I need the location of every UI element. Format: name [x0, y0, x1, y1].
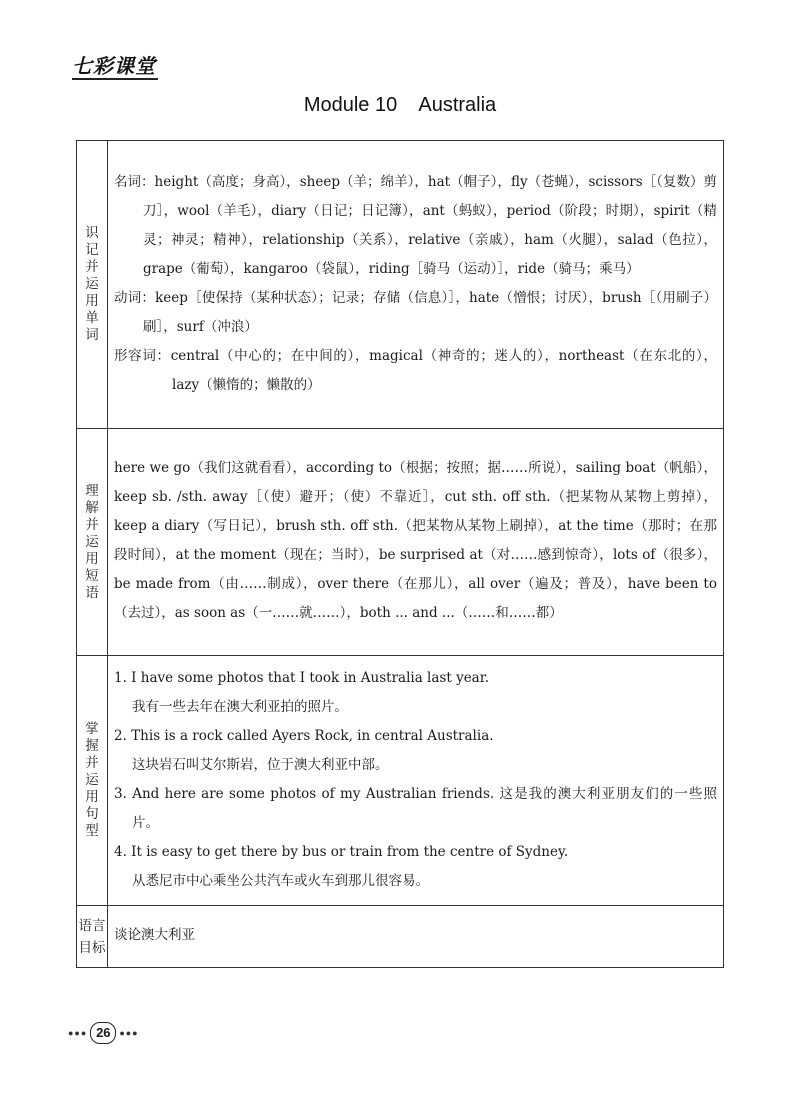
left-dots-decoration: ●●● — [68, 1028, 88, 1038]
right-dots-decoration: ●●● — [119, 1028, 139, 1038]
phrases-text: here we go（我们这就看看），according to（根据；按照；据……所说），sailing boat（帆船），keep sb. /sth. away［（使）避开；（使）不靠近］，cut sth. off sth.（把某物从某物上剪掉），keep a diary（写日记），brush sth. off sth.（把某物从某物上刷掉），at the time（那时；在那段时间），at the moment（现在；当时），be surprised at（对……感到惊奇），lots of（很多），be made from（由……制成），over there（在那儿），all over（遍及；普及），have been to（去过），as soon as（一……就……），both ... and ...（……和……都） — [114, 460, 717, 621]
vocab-content-cell — [108, 141, 724, 429]
brand-logo: 七彩课堂 — [72, 54, 156, 78]
goal-content-cell — [108, 906, 724, 968]
sentences-row — [77, 656, 724, 906]
goal-label: 语言目标 — [78, 917, 106, 956]
vocab-row — [77, 141, 724, 429]
sentence-4-cn: 从悉尼市中心乘坐公共汽车或火车到那儿很容易。 — [132, 872, 429, 889]
sentence-4-en: 4. It is easy to get there by bus or train from the centre of Sydney. — [114, 843, 569, 860]
vocab-adjectives: 形容词：central（中心的；在中间的），magical（神奇的；迷人的），northeast（在东北的），lazy（懒惰的；懒散的） — [114, 347, 717, 393]
phrases-label-cell — [77, 429, 108, 656]
vocab-label-cell — [77, 141, 108, 429]
goal-text: 谈论澳大利亚 — [114, 927, 195, 943]
sentence-1-en: 1. I have some photos that I took in Australia last year. — [114, 669, 489, 686]
page-number: 26 — [90, 1022, 116, 1044]
sentences-content-cell — [108, 656, 724, 906]
vocab-label: 识记并运用单词 — [85, 225, 99, 343]
sentence-3-en: 3. And here are some photos of my Australian friends. 这是我的澳大利亚朋友们的一些照片。 — [114, 785, 717, 831]
goal-row — [77, 906, 724, 968]
page-number-badge — [68, 1022, 139, 1044]
phrases-row — [77, 429, 724, 656]
goal-label-cell — [77, 906, 108, 968]
phrases-label: 理解并运用短语 — [85, 482, 99, 601]
sentences-label: 掌握并运用句型 — [85, 721, 99, 839]
page-title: Module 10 Australia — [303, 94, 497, 116]
sentence-2-cn: 这块岩石叫艾尔斯岩，位于澳大利亚中部。 — [132, 756, 389, 773]
sentence-2-en: 2. This is a rock called Ayers Rock, in central Australia. — [114, 727, 494, 744]
brand-underline — [72, 78, 158, 80]
module-summary-table — [76, 140, 724, 968]
sentences-label-cell — [77, 656, 108, 906]
vocab-nouns: 名词：height（高度；身高），sheep（羊；绵羊），hat（帽子），fly（苍蝇），scissors［（复数）剪刀］，wool（羊毛），diary（日记；日记簿），ant（蚂蚁），period（阶段；时期），spirit（精灵；神灵；精神），relationship（关系），relative（亲戚），ham（火腿），salad（色拉），grape（葡萄），kangaroo（袋鼠），riding［骑马（运动）］，ride（骑马；乘马） — [114, 173, 717, 277]
phrases-content-cell — [108, 429, 724, 656]
vocab-verbs: 动词：keep［使保持（某种状态）；记录；存储（信息）］，hate（憎恨；讨厌），brush［（用刷子）刷］，surf（冲浪） — [114, 289, 717, 335]
sentence-1-cn: 我有一些去年在澳大利亚拍的照片。 — [132, 698, 348, 715]
